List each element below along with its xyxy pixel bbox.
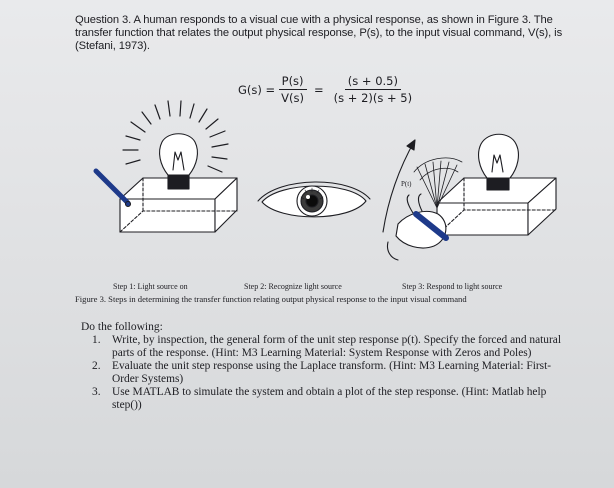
- step-3-label: Step 3: Respond to light source: [402, 282, 503, 291]
- fraction-denominator: V(s): [281, 91, 305, 105]
- item-number: 1.: [92, 334, 101, 346]
- instructions-heading: Do the following:: [81, 321, 163, 333]
- item-text: Evaluate the unit step response using the Laplace transform. (Hint: M3 Learning Material: First-Order Systems): [112, 360, 552, 385]
- figure-step-labels: [0, 282, 614, 294]
- fraction-numerator: P(s): [279, 74, 307, 90]
- item-text: Use MATLAB to simulate the system and obtain a plot of the step response. (Hint: Matlab help step()): [112, 386, 547, 411]
- step-2-label: Step 2: Recognize light source: [244, 282, 342, 291]
- switch-lever-1: [96, 171, 131, 207]
- pt-label: P(t): [401, 180, 412, 188]
- equals-sign: =: [314, 82, 324, 97]
- item-text: Write, by inspection, the general form of the unit step response p(t). Specify the forced and natural parts of the response. (Hint: M3 Learning Material: System Response with Zeros and Poles): [112, 334, 562, 359]
- instructions-list: [92, 334, 562, 413]
- figure-caption: Figure 3. Steps in determining the transfer function relating output physical response to the input visual command: [75, 294, 467, 304]
- step-1-label: Step 1: Light source on: [113, 282, 188, 291]
- question-text: Question 3. A human responds to a visual cue with a physical response, as shown in Figure 3. The transfer function that relates the output physical response, P(s), to the input visual command, V(s), is (Stefani, 1973).: [75, 14, 563, 52]
- fraction-numerator: (s + 0.5): [345, 74, 401, 90]
- list-item: [92, 386, 562, 411]
- fraction-denominator: (s + 2)(s + 5): [333, 91, 413, 105]
- item-number: 2.: [92, 360, 101, 373]
- list-item: [92, 360, 562, 385]
- list-item: [92, 334, 562, 359]
- formula-lhs: G(s) =: [238, 82, 276, 97]
- eye-drawing: [258, 182, 370, 217]
- item-number: 3.: [92, 386, 101, 399]
